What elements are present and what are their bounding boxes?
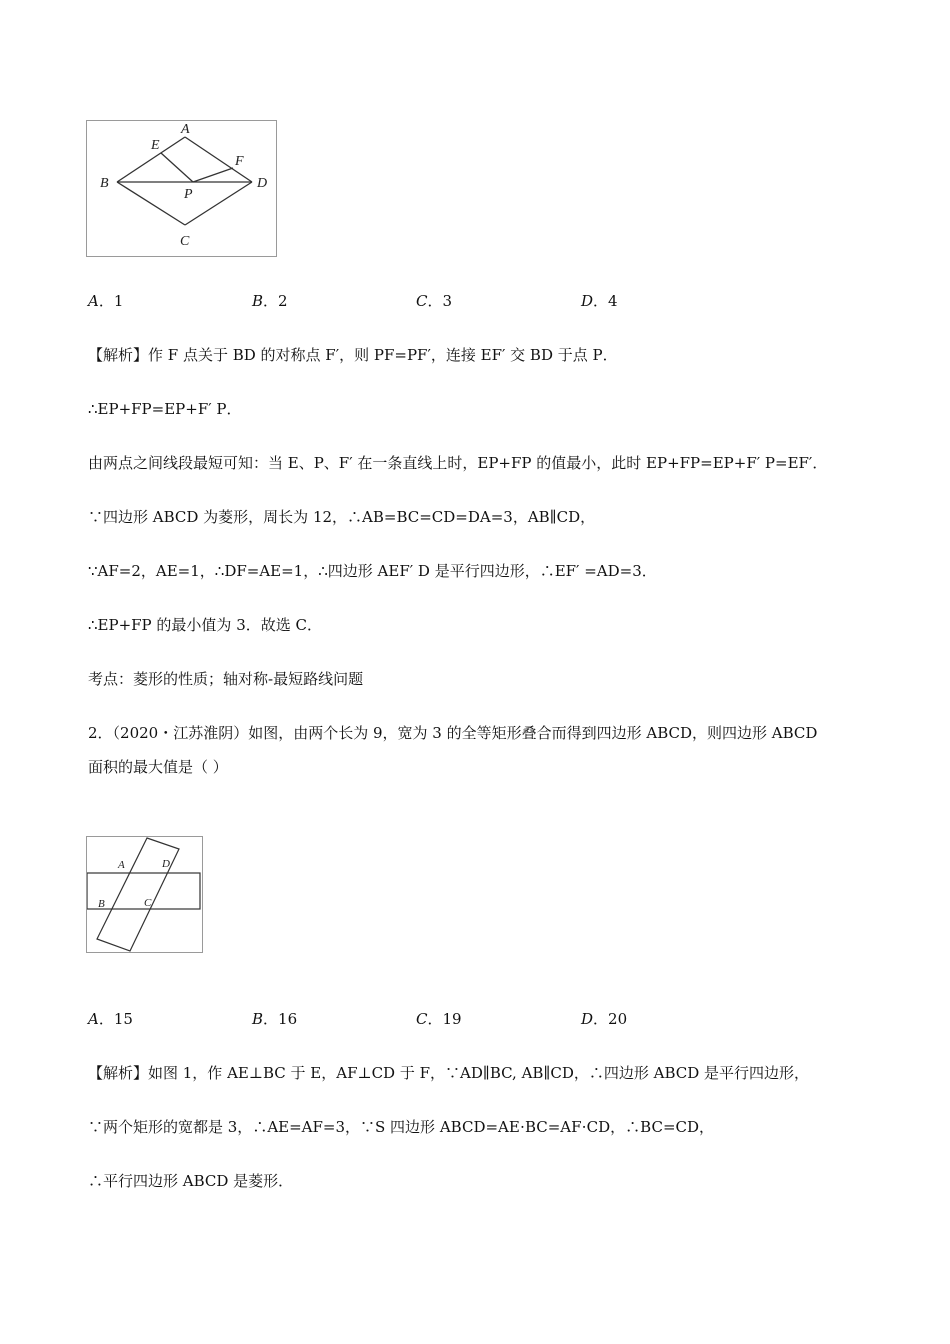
label-e: E [151, 138, 160, 153]
q2-option-a [88, 1009, 133, 1029]
tilted-rectangle [97, 838, 179, 951]
rectangles-diagram [87, 837, 202, 952]
label-a: A [181, 122, 190, 137]
label-a: A [118, 859, 125, 871]
segment-pf [193, 168, 233, 182]
option-value: 2 [278, 292, 288, 310]
q1-option-d [581, 291, 618, 311]
option-letter: C [416, 1010, 428, 1028]
q2-solution-line-3: ∴平行四边形 ABCD 是菱形． [88, 1172, 294, 1190]
q1-option-c [416, 291, 452, 311]
option-sep: ． [427, 292, 443, 310]
label-c: C [180, 234, 190, 249]
option-letter: D [581, 292, 594, 310]
label-b: B [100, 176, 109, 191]
option-sep: ． [98, 1010, 114, 1028]
q1-knowledge-point: 考点：菱形的性质；轴对称-最短路线问题 [88, 670, 364, 688]
q1-solution-line-5: ∵AF=2，AE=1，∴DF=AE=1，∴四边形 AEF′ D 是平行四边形，∴EF′ =AD=3． [88, 562, 657, 580]
rhombus-figure [86, 120, 277, 257]
option-value: 15 [113, 1010, 133, 1028]
option-sep: ． [593, 1010, 609, 1028]
q1-option-a [88, 291, 123, 311]
option-value: 1 [113, 292, 124, 310]
label-d: D [162, 858, 170, 870]
option-letter: C [416, 292, 428, 310]
side-cb [117, 182, 185, 225]
option-value: 16 [278, 1010, 298, 1028]
option-value: 4 [608, 292, 618, 310]
option-sep: ． [593, 292, 609, 310]
label-d: D [257, 176, 268, 191]
option-letter: D [581, 1010, 594, 1028]
option-letter: A [88, 292, 99, 310]
rectangles-figure [86, 836, 203, 953]
option-sep: ． [263, 1010, 279, 1028]
option-letter: B [252, 292, 264, 310]
option-sep: ． [263, 292, 279, 310]
q2-stem-line-2: 面积的最大值是（ ） [88, 758, 228, 776]
option-value: 3 [442, 292, 453, 310]
label-p: P [184, 187, 193, 202]
label-f: F [235, 154, 244, 169]
option-sep: ． [98, 292, 114, 310]
option-letter: A [88, 1010, 99, 1028]
side-dc [185, 182, 252, 225]
rhombus-diagram [87, 121, 276, 256]
segment-ep [161, 153, 193, 182]
option-value: 20 [608, 1010, 628, 1028]
q2-option-d [581, 1009, 627, 1029]
option-sep: ． [427, 1010, 443, 1028]
q1-solution-line-3: 由两点之间线段最短可知：当 E、P、F′ 在一条直线上时，EP+FP 的值最小，此时 EP+FP=EP+F′ P=EF′． [88, 454, 828, 472]
q1-solution-line-1: 【解析】作 F 点关于 BD 的对称点 F′，则 PF=PF′，连接 EF′ 交 BD 于点 P． [88, 346, 618, 364]
q2-stem-line-1: 2．（2020・江苏淮阴）如图，由两个长为 9，宽为 3 的全等矩形叠合而得到四边形 ABCD，则四边形 ABCD [88, 724, 818, 742]
q2-option-b [252, 1009, 297, 1029]
label-b: B [98, 898, 105, 910]
q1-solution-line-4: ∵四边形 ABCD 为菱形，周长为 12，∴AB=BC=CD=DA=3，AB∥CD， [88, 508, 596, 526]
option-value: 19 [442, 1010, 462, 1028]
q2-solution-line-1: 【解析】如图 1，作 AE⊥BC 于 E，AF⊥CD 于 F，∵AD∥BC, AB∥CD，∴四边形 ABCD 是平行四边形， [88, 1064, 810, 1082]
q2-option-c [416, 1009, 462, 1029]
q2-solution-line-2: ∵两个矩形的宽都是 3，∴AE=AF=3，∵S 四边形 ABCD=AE⋅BC=AF⋅CD，∴BC=CD， [88, 1118, 715, 1136]
q1-solution-line-6: ∴EP+FP 的最小值为 3．故选 C． [88, 616, 322, 634]
label-c: C [144, 897, 152, 909]
q1-option-b [252, 291, 288, 311]
q1-solution-line-2: ∴EP+FP=EP+F′ P． [88, 400, 242, 418]
option-letter: B [252, 1010, 264, 1028]
